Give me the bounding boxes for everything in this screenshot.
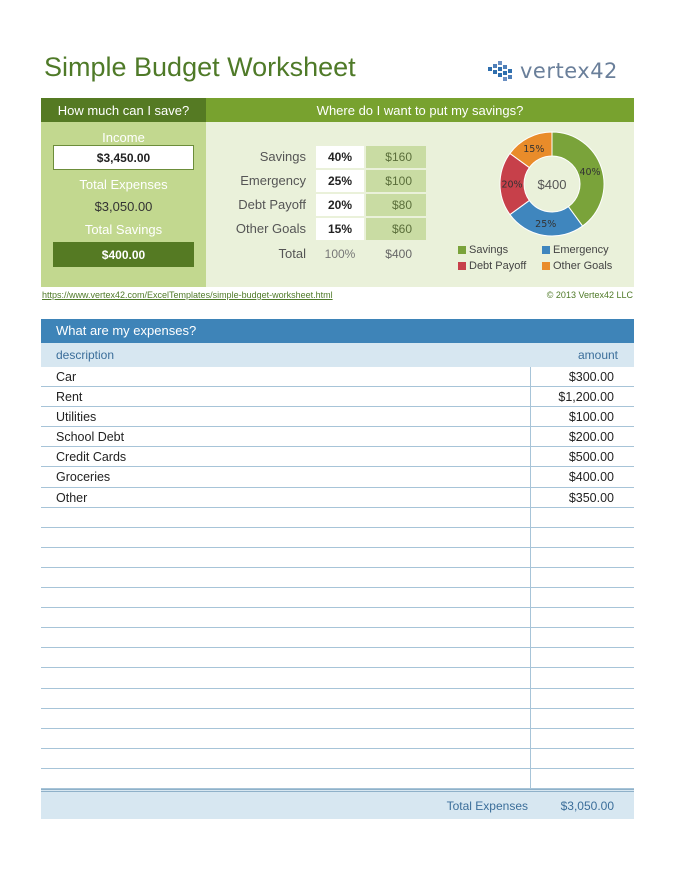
table-row[interactable] [41, 588, 634, 608]
table-row[interactable] [41, 387, 634, 407]
table-row[interactable] [41, 367, 634, 387]
table-row[interactable] [41, 447, 634, 467]
description-column-header: description [56, 348, 115, 362]
donut-slice-label: 25% [535, 219, 557, 231]
legend-item [542, 260, 612, 272]
table-row[interactable] [41, 488, 634, 508]
total-savings-value: $400.00 [53, 242, 194, 267]
expenses-header: What are my expenses? [41, 319, 634, 343]
table-row[interactable] [41, 668, 634, 688]
table-row[interactable] [41, 709, 634, 729]
total-savings-label: Total Savings [84, 222, 163, 237]
expense-amount[interactable]: $300.00 [568, 370, 614, 384]
page-title: Simple Budget Worksheet [44, 52, 356, 82]
expenses-table [41, 319, 634, 819]
allocation-row [206, 218, 466, 240]
expense-description[interactable]: Utilities [56, 410, 97, 425]
donut-slice-label: 20% [501, 179, 523, 191]
donut-slice-label: 40% [579, 167, 601, 179]
allocation-panel [206, 122, 634, 287]
allocation-amount: $160 [366, 146, 426, 168]
save-header: How much can I save? [41, 98, 206, 122]
legend-label: Other Goals [553, 260, 613, 272]
expense-amount[interactable]: $200.00 [568, 430, 614, 445]
table-row[interactable] [41, 608, 634, 628]
table-row[interactable] [41, 689, 634, 709]
donut-center-label: $400 [537, 177, 567, 192]
vertex42-logo [486, 56, 626, 86]
donut-slice-label: 15% [523, 143, 545, 155]
allocation-total-label: Total [278, 246, 306, 261]
allocation-label: Other Goals [235, 221, 306, 236]
allocation-total-percent: 100% [324, 247, 356, 261]
table-row[interactable] [41, 508, 634, 528]
amount-column-header: amount [577, 348, 618, 362]
table-row[interactable] [41, 427, 634, 447]
allocation-row [206, 146, 466, 168]
expense-description[interactable]: Credit Cards [56, 450, 127, 465]
expenses-total-row [41, 789, 634, 819]
expense-amount[interactable]: $1,200.00 [558, 390, 614, 405]
allocation-percent-input[interactable]: 25% [316, 170, 364, 192]
legend-swatch [458, 262, 466, 270]
expense-description[interactable]: Rent [56, 390, 83, 405]
allocation-row [206, 170, 466, 192]
allocation-amount: $100 [366, 170, 426, 192]
legend-swatch [458, 246, 466, 254]
allocation-percent-input[interactable]: 15% [316, 218, 364, 240]
expense-amount[interactable]: $500.00 [568, 450, 614, 465]
expenses-column-header [41, 343, 634, 367]
allocation-total-row [206, 243, 466, 265]
legend-label: Savings [469, 244, 509, 256]
total-expenses-value: $3,050.00 [94, 199, 153, 214]
expense-amount[interactable]: $350.00 [568, 490, 614, 505]
expense-description[interactable]: Groceries [56, 470, 111, 485]
copyright: © 2013 Vertex42 LLC [546, 290, 633, 300]
table-row[interactable] [41, 749, 634, 769]
total-expenses-value: $3,050.00 [560, 798, 614, 813]
expense-description[interactable]: School Debt [56, 430, 125, 445]
expense-amount[interactable]: $100.00 [568, 410, 614, 425]
legend-swatch [542, 246, 550, 254]
legend-item [542, 244, 609, 256]
allocation-label: Emergency [240, 173, 306, 188]
allocation-amount: $60 [366, 218, 426, 240]
legend-item [458, 244, 508, 256]
legend-item [458, 260, 526, 272]
vertex42-logo-text: vertex42 [520, 59, 618, 83]
table-row[interactable] [41, 467, 634, 487]
table-row[interactable] [41, 568, 634, 588]
table-row[interactable] [41, 407, 634, 427]
total-expenses-label: Total Expenses [446, 798, 528, 813]
allocation-percent-input[interactable]: 40% [316, 146, 364, 168]
table-row[interactable] [41, 628, 634, 648]
source-link[interactable]: https://www.vertex42.com/ExcelTemplates/simple-budget-worksheet.html [42, 290, 333, 300]
donut-svg [476, 127, 634, 242]
summary-panel [41, 122, 206, 287]
expense-rows [41, 367, 634, 789]
allocation-label: Debt Payoff [238, 197, 306, 212]
expense-description[interactable]: Car [56, 370, 77, 384]
legend-swatch [542, 262, 550, 270]
savings-section [41, 98, 634, 287]
table-row[interactable] [41, 648, 634, 668]
legend-label: Emergency [553, 244, 609, 256]
table-row[interactable] [41, 548, 634, 568]
income-label: Income [102, 130, 145, 145]
legend-label: Debt Payoff [469, 260, 527, 272]
expense-description[interactable]: Other [56, 490, 88, 505]
table-row[interactable] [41, 528, 634, 548]
expense-amount[interactable]: $400.00 [568, 470, 614, 485]
allocation-total-amount: $400 [385, 247, 412, 261]
total-expenses-label: Total Expenses [79, 177, 168, 192]
table-row[interactable] [41, 729, 634, 749]
vertex42-logo-icon [486, 58, 516, 84]
allocation-row [206, 194, 466, 216]
income-input[interactable]: $3,450.00 [53, 145, 194, 170]
allocation-label: Savings [259, 149, 306, 164]
allocation-amount: $80 [366, 194, 426, 216]
table-row[interactable] [41, 769, 634, 789]
allocation-header: Where do I want to put my savings? [206, 98, 634, 122]
allocation-percent-input[interactable]: 20% [316, 194, 364, 216]
